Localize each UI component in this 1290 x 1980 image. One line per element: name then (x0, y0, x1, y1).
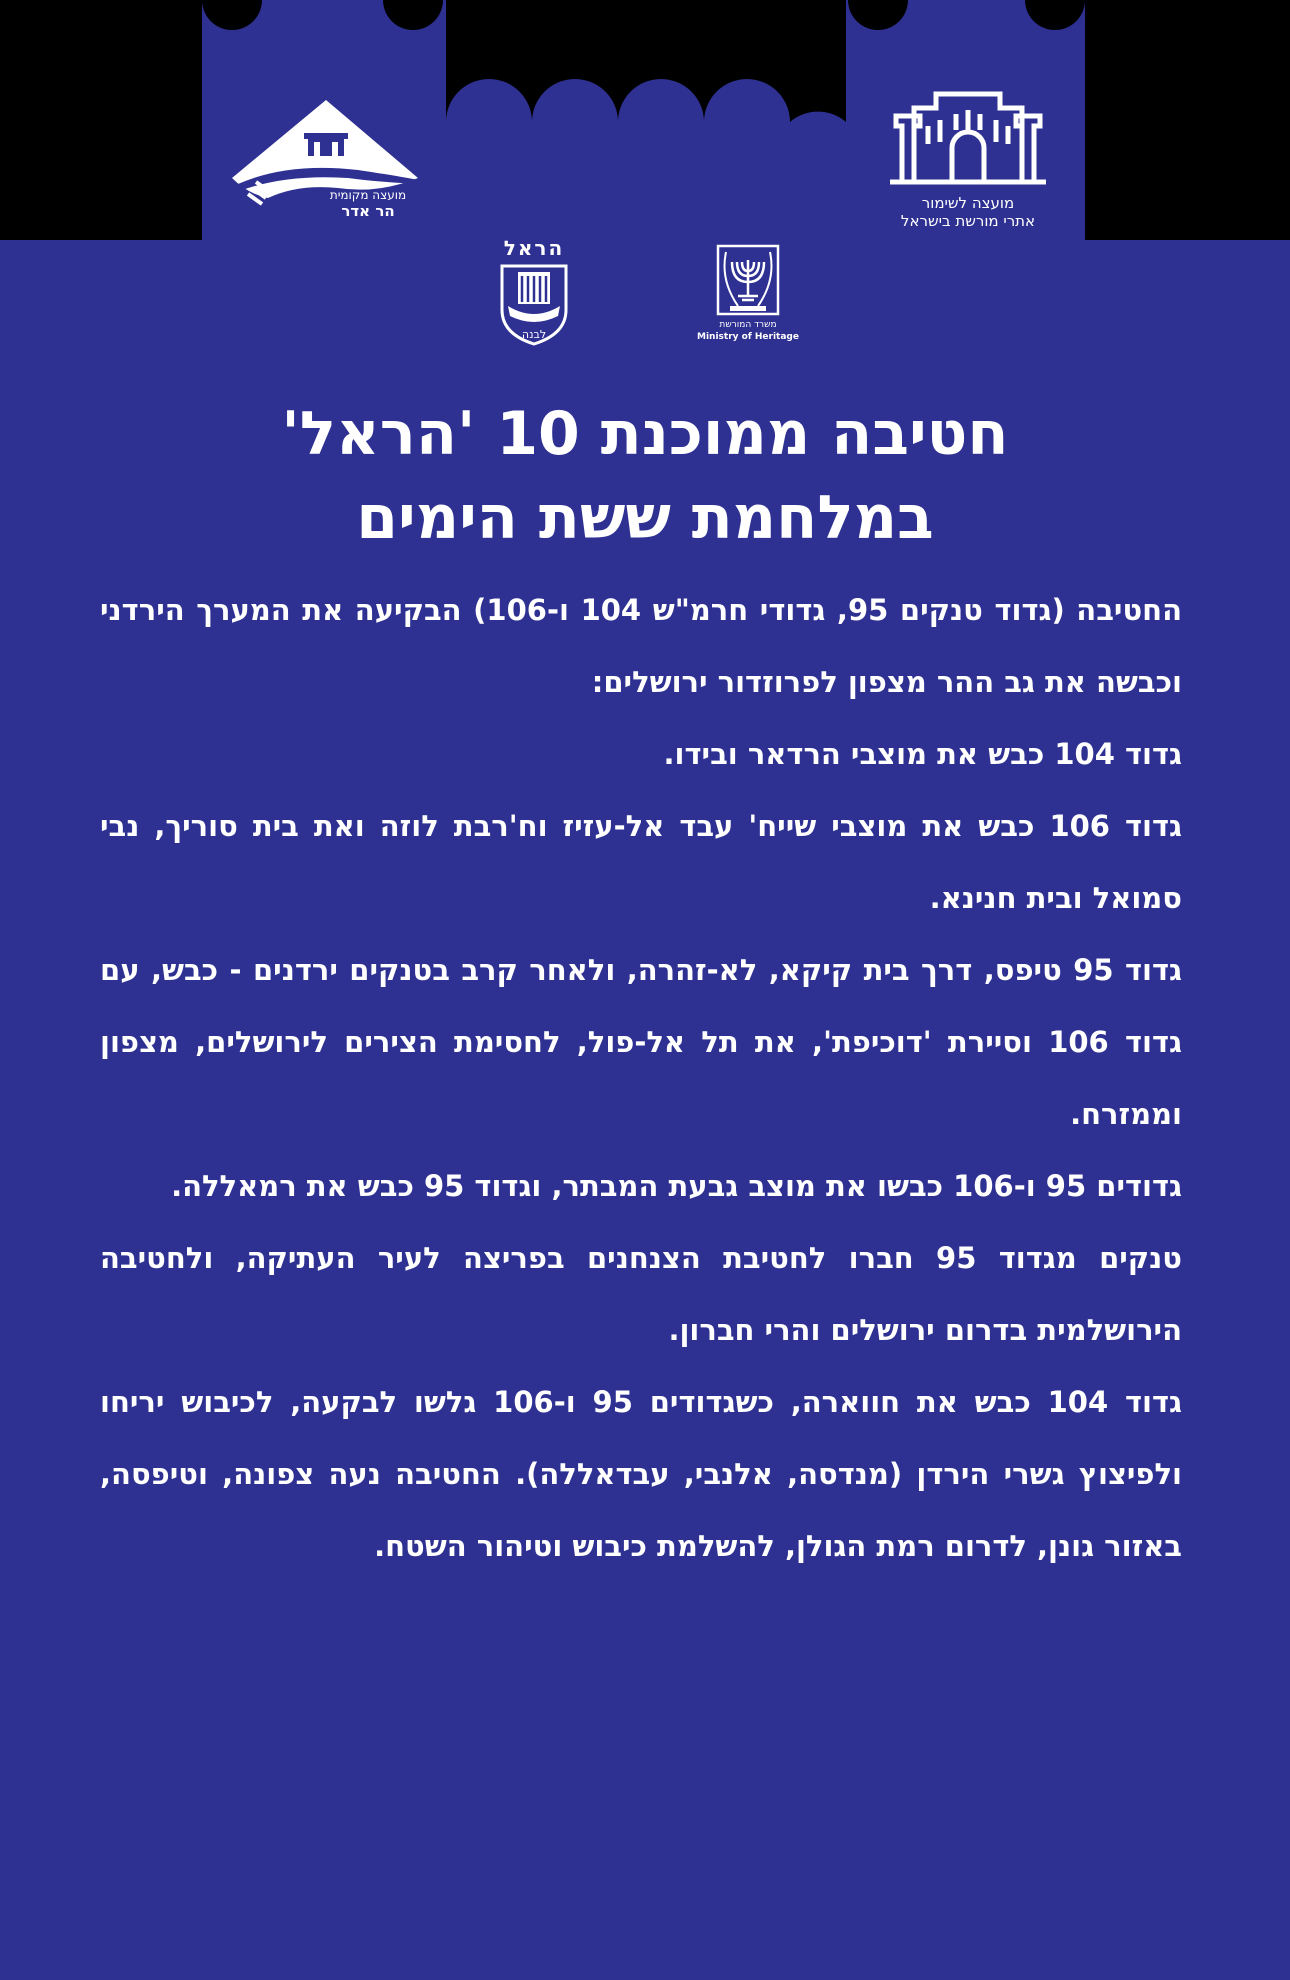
body-paragraph: גדוד 95 טיפס, דרך בית קיקא, לא-זהרה, ולאחר קרב בטנקים ירדנים - כבש, עם גדוד 106 וסיירת 'דוכיפת', את תל אל-פול, לחסימת הצירים לירושלים, מצפון וממזרח. (100, 953, 1183, 1131)
body-paragraph: גדודים 95 ו-106 כבשו את מוצב גבעת המבתר, וגדוד 95 כבש את רמאללה. (171, 1169, 1182, 1203)
har-adar-line2: הר אדר (341, 202, 395, 220)
harel-inner-label: לבנה (521, 328, 547, 341)
title-line-2: במלחמת ששת הימים (356, 483, 934, 553)
menorah-emblem-icon (696, 244, 800, 318)
ministry-line2: Ministry of Heritage (697, 332, 799, 342)
harel-brigade-logo (498, 236, 570, 348)
fortress-gate-icon (880, 86, 1056, 186)
harel-brigade-emblem-icon (498, 264, 570, 346)
sign-title (100, 392, 1190, 560)
body-paragraph: טנקים מגדוד 95 חברו לחטיבת הצנחנים בפריצה לעיר העתיקה, ולחטיבה הירושלמית בדרום ירושלים והרי חברון. (100, 1241, 1182, 1347)
body-paragraph: גדוד 106 כבש את מוצבי שייח' עבד אל-עזיז וח'רבת לוזה ואת בית סוריך, נבי סמואל ובית חנינא. (100, 809, 1183, 915)
har-adar-line1: מועצה מקומית (329, 188, 407, 202)
body-paragraph: גדוד 104 כבש את מוצבי הרדאר ובידו. (663, 737, 1182, 771)
body-paragraph: החטיבה (גדוד טנקים 95, גדודי חרמ"ש 104 ו-106) הבקיעה את המערך הירדני וכבשה את גב ההר מצפון לפרוזדור ירושלים: (100, 593, 1182, 699)
sign-body (100, 574, 1182, 1582)
har-adar-logo (228, 98, 424, 226)
body-paragraph: גדוד 104 כבש את חווארה, כשגדודים 95 ו-106 גלשו לבקעה, לכיבוש יריחו ולפיצוץ גשרי הירדן (מנדסה, אלנבי, עבדאללה). החטיבה נעה צפונה, וטיפסה, באזור גונן, לדרום רמת הגולן, להשלמת כיבוש וטיהור השטח. (100, 1385, 1182, 1563)
title-line-1: חטיבה ממוכנת 10 'הראל' (281, 399, 1009, 469)
ministry-of-heritage-logo (696, 244, 800, 352)
heritage-council-line1: מועצה לשימור (921, 194, 1015, 212)
heritage-council-line2: אתרי מורשת בישראל (900, 212, 1036, 230)
harel-label: הראל (503, 236, 565, 260)
ministry-line1: משרד המורשת (719, 320, 777, 330)
heritage-council-logo (880, 86, 1056, 236)
